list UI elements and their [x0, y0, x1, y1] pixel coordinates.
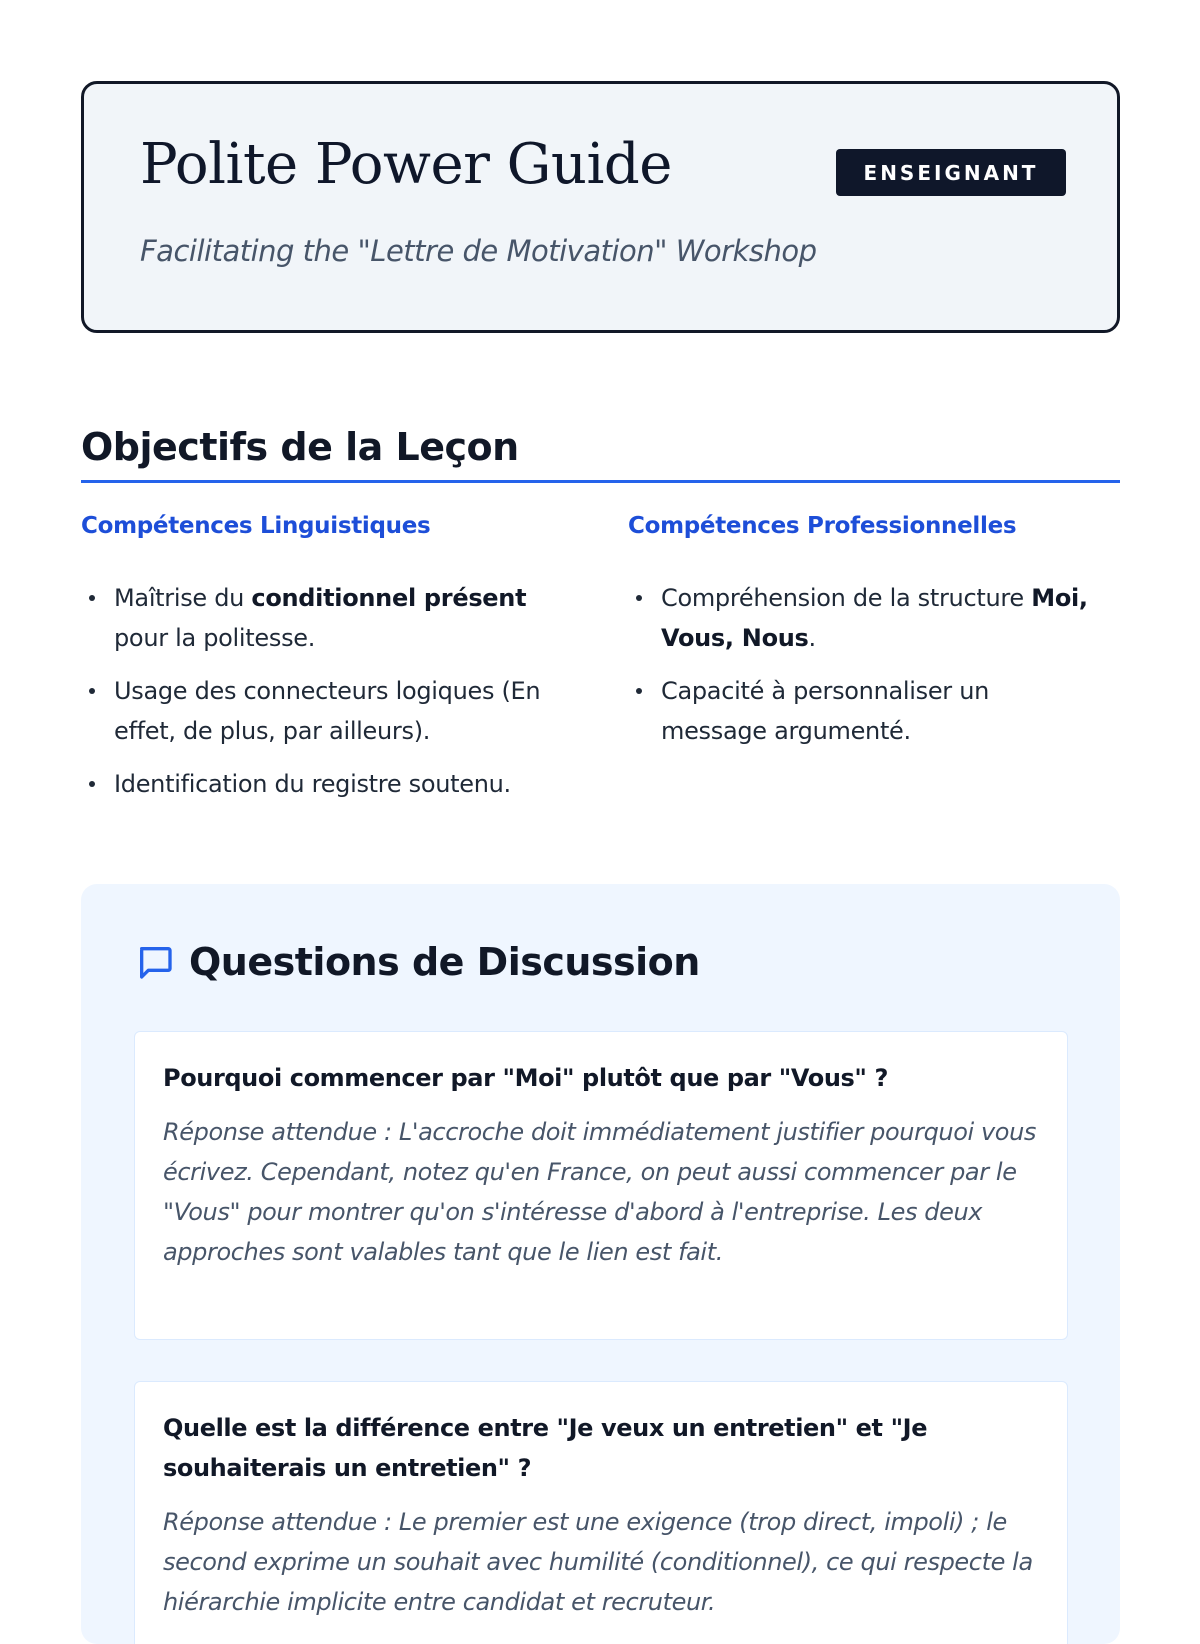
- question-card: [134, 1031, 1068, 1340]
- question-card: [134, 1381, 1068, 1644]
- objective-item: [628, 578, 1098, 658]
- objective-text: Compréhension de la structure: [661, 584, 1032, 612]
- header-card: [81, 81, 1120, 333]
- objective-item: [81, 578, 551, 658]
- chat-bubble-icon: [135, 942, 175, 982]
- page-title: Polite Power Guide: [140, 132, 672, 197]
- objective-item: [81, 764, 551, 804]
- column-title: Compétences Professionnelles: [628, 513, 1017, 539]
- objective-emphasis: Moi, Vous, Nous: [661, 584, 1088, 652]
- question-text: Quelle est la différence entre "Je veux un entretien" et "Je souhaiterais un entretien" ?: [163, 1414, 928, 1482]
- objective-text: Usage des connecteurs logiques (En effet, de plus, par ailleurs).: [114, 677, 541, 745]
- objective-text: pour la politesse.: [114, 624, 316, 652]
- page-subtitle: Facilitating the "Lettre de Motivation" Workshop: [140, 234, 817, 268]
- objective-item: [81, 671, 551, 751]
- answer-text: Réponse attendue : L'accroche doit immédiatement justifier pourquoi vous écrivez. Cependant, notez qu'en France, on peut aussi commencer par le "Vous" pour montrer qu'on s'intéresse d'abord à l'entreprise. Les deux approches sont valables tant que le lien est fait.: [163, 1118, 1037, 1266]
- objective-list: [81, 578, 551, 817]
- objective-item: [628, 671, 1098, 751]
- objectives-section: [81, 414, 1120, 798]
- objectives-columns: [81, 483, 1120, 798]
- lesson-page: [81, 81, 1120, 1616]
- role-badge: ENSEIGNANT: [836, 149, 1066, 196]
- discussion-title: Questions de Discussion: [189, 940, 700, 984]
- objective-emphasis: conditionnel présent: [251, 584, 527, 612]
- objectives-title: Objectifs de la Leçon: [81, 414, 1120, 483]
- objective-text: .: [808, 624, 816, 652]
- discussion-header: [135, 934, 700, 990]
- objective-text: Capacité à personnaliser un message argumenté.: [661, 677, 990, 745]
- answer-text: Réponse attendue : Le premier est une exigence (trop direct, impoli) ; le second exprime un souhait avec humilité (conditionnel), ce qui respecte la hiérarchie implicite entre candidat et recruteur.: [163, 1508, 1033, 1616]
- discussion-section: [81, 884, 1120, 1644]
- objective-text: Identification du registre soutenu.: [114, 770, 511, 798]
- column-title: Compétences Linguistiques: [81, 513, 431, 539]
- objective-list: [628, 578, 1098, 764]
- question-text: Pourquoi commencer par "Moi" plutôt que par "Vous" ?: [163, 1064, 889, 1092]
- objective-text: Maîtrise du: [114, 584, 252, 612]
